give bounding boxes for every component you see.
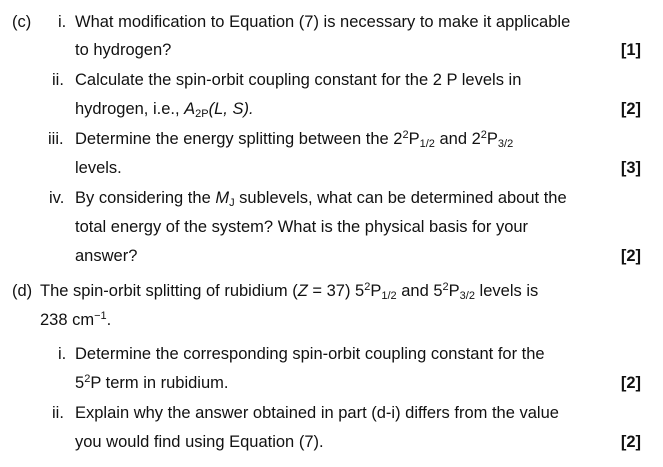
item-c-iii-and: and 2 <box>434 130 481 148</box>
z-symbol: Z <box>297 282 308 300</box>
part-d-label: (d) <box>12 282 33 300</box>
mj-symbol: M <box>215 189 230 207</box>
mj-subscript: J <box>229 197 235 209</box>
item-c-iii-marks: [3] <box>620 159 641 177</box>
item-d-i-sup: 2 <box>84 373 91 385</box>
rb-term1-sub: 1/2 <box>381 290 397 302</box>
part-d-intro-suffix: levels is <box>474 282 539 300</box>
item-c-iv-line1-prefix: By considering the <box>75 189 216 207</box>
coupling-subscript: 2P <box>195 108 209 120</box>
item-d-i-line2-prefix: 5 <box>75 374 85 392</box>
rb-term1-letter: P <box>370 282 382 300</box>
item-c-iii-line1-prefix: Determine the energy splitting between the 2 <box>75 130 403 148</box>
part-d-value <box>40 312 111 329</box>
item-c-ii-label: ii. <box>52 71 64 89</box>
coupling-args: (L, S). <box>208 100 254 118</box>
item-c-iii-line1 <box>75 131 513 148</box>
item-d-ii-marks: [2] <box>620 433 641 451</box>
rb-term2-letter: P <box>448 282 460 300</box>
item-c-ii-line2 <box>75 101 254 118</box>
term1-sub: 1/2 <box>419 138 435 150</box>
item-c-i-line1: What modification to Equation (7) is necessary to make it applicable <box>75 13 571 31</box>
part-c-label: (c) <box>12 13 32 31</box>
item-d-ii-line1: Explain why the answer obtained in part (d-i) differs from the value <box>75 404 559 422</box>
part-d-value-text: 238 cm <box>40 311 95 329</box>
item-d-ii-line2: you would find using Equation (7). <box>75 433 324 451</box>
term1-letter: P <box>408 130 420 148</box>
part-d-intro-and: and 5 <box>396 282 443 300</box>
part-d-value-exp: −1 <box>94 310 107 322</box>
rb-term2-sub: 3/2 <box>459 290 475 302</box>
item-c-ii-line2-prefix: hydrogen, i.e., <box>75 100 185 118</box>
item-d-i-label: i. <box>58 345 67 363</box>
item-c-iv-line1 <box>75 190 567 207</box>
item-c-iv-line3: answer? <box>75 247 138 265</box>
item-c-ii-marks: [2] <box>620 100 641 118</box>
item-d-i-marks: [2] <box>620 374 641 392</box>
item-d-i-line2 <box>75 375 228 392</box>
term1-sup: 2 <box>402 129 409 141</box>
part-d-intro-prefix: The spin-orbit splitting of rubidium ( <box>40 282 298 300</box>
part-d-intro <box>40 283 538 300</box>
item-d-ii-label: ii. <box>52 404 64 422</box>
item-d-i-line1: Determine the corresponding spin-orbit coupling constant for the <box>75 345 545 363</box>
part-d-intro-eq: = 37) 5 <box>307 282 365 300</box>
item-c-iv-label: iv. <box>49 189 65 207</box>
item-c-i-line2: to hydrogen? <box>75 41 172 59</box>
part-d-value-end: . <box>106 311 112 329</box>
coupling-symbol: A <box>184 100 196 118</box>
item-c-iv-line2: total energy of the system? What is the physical basis for your <box>75 218 529 236</box>
term2-sub: 3/2 <box>497 138 514 150</box>
term2-letter: P <box>486 130 498 148</box>
rb-term2-sup: 2 <box>442 281 449 293</box>
rb-term1-sup: 2 <box>364 281 371 293</box>
term2-sup: 2 <box>480 129 487 141</box>
item-d-i-line2-suffix: P term in rubidium. <box>90 374 229 392</box>
item-c-i-label: i. <box>58 13 67 31</box>
item-c-iii-line2: levels. <box>75 159 122 177</box>
item-c-iv-line1-suffix: sublevels, what can be determined about the <box>234 189 567 207</box>
item-c-i-marks: [1] <box>620 41 641 59</box>
item-c-iii-label: iii. <box>48 130 64 148</box>
item-c-iv-marks: [2] <box>620 247 641 265</box>
item-c-ii-line1: Calculate the spin-orbit coupling constant for the 2 P levels in <box>75 71 522 89</box>
